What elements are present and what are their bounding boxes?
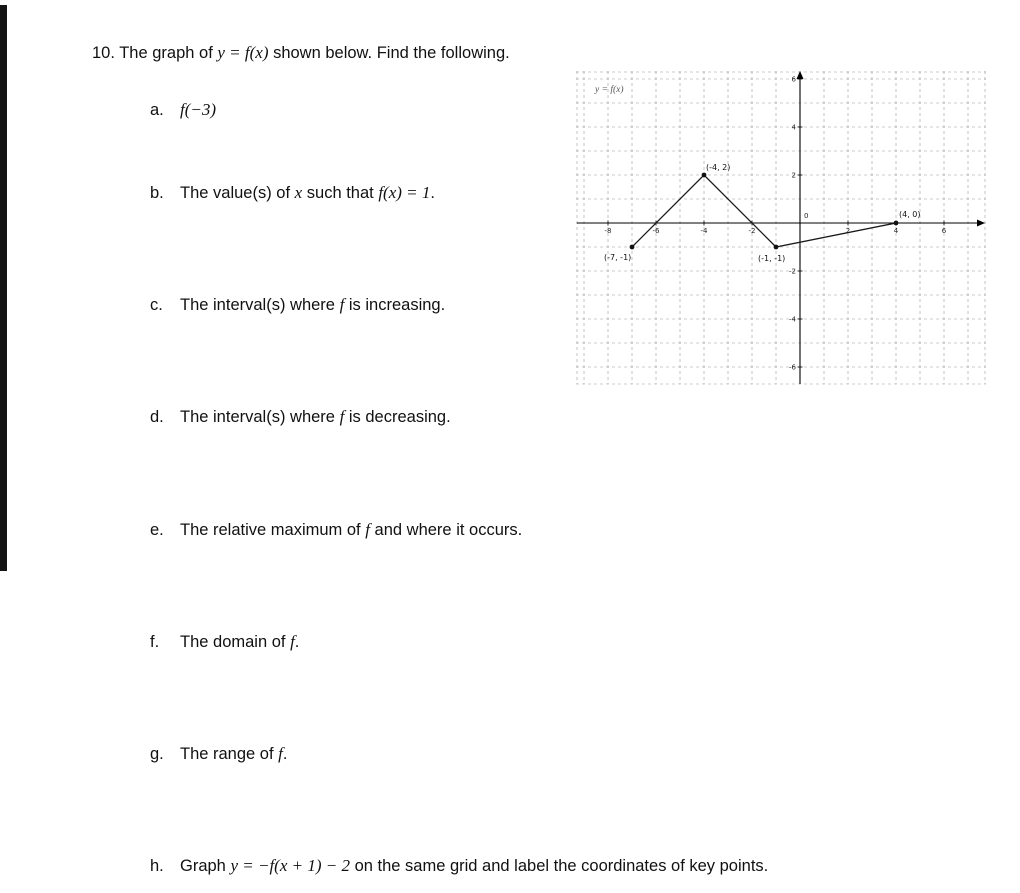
plain-text: The value(s) of — [180, 184, 295, 202]
question-label: g. — [150, 745, 164, 763]
question-label: b. — [150, 184, 164, 202]
data-point — [774, 245, 779, 250]
question-b — [150, 183, 435, 203]
data-point — [894, 221, 899, 226]
svg-text:2: 2 — [845, 227, 851, 235]
question-label: a. — [150, 101, 164, 119]
x-axis-arrow — [977, 220, 985, 227]
question-text — [180, 745, 287, 763]
question-text — [180, 296, 445, 314]
svg-text:-2: -2 — [789, 267, 796, 276]
question-label: c. — [150, 296, 163, 314]
plain-text: The relative maximum of — [180, 521, 366, 539]
plain-text: The interval(s) where — [180, 296, 340, 314]
graph-function-label: y = f(x) — [595, 85, 624, 95]
plain-text: is decreasing. — [344, 408, 451, 426]
math-text: x — [294, 183, 303, 202]
svg-text:-4: -4 — [789, 315, 796, 324]
point-label: (-7, -1) — [604, 253, 632, 262]
plain-text: such that — [302, 184, 379, 202]
question-label: e. — [150, 521, 164, 539]
question-text — [180, 184, 435, 202]
question-text — [180, 857, 768, 875]
plain-text: and where it occurs. — [369, 521, 523, 539]
question-h — [150, 856, 768, 876]
function-curve — [632, 175, 896, 247]
point-label: (-4, 2) — [706, 163, 731, 172]
plain-text: shown below. Find the following. — [268, 44, 510, 62]
math-text: f — [339, 295, 345, 314]
svg-text:-6: -6 — [652, 227, 660, 235]
question-label: f. — [150, 633, 160, 651]
question-d — [150, 407, 451, 427]
y-axis-arrow — [797, 71, 804, 79]
svg-text:6: 6 — [791, 75, 796, 84]
plain-text: Graph — [180, 857, 231, 875]
math-text: f(x) = 1 — [378, 183, 431, 202]
plain-text: . — [430, 184, 435, 202]
svg-text:-2: -2 — [748, 227, 756, 235]
question-text — [180, 408, 451, 426]
data-point — [630, 245, 635, 250]
question-c — [150, 295, 445, 315]
question-text — [180, 521, 522, 539]
plain-text: . — [294, 633, 300, 651]
svg-text:6: 6 — [941, 227, 947, 235]
question-label: d. — [150, 408, 164, 426]
svg-text:-6: -6 — [789, 363, 796, 372]
math-text: y = −f(x + 1) − 2 — [230, 856, 350, 875]
question-a — [150, 100, 216, 120]
question-f — [150, 632, 299, 652]
svg-text:-4: -4 — [700, 227, 708, 235]
svg-text:4: 4 — [791, 123, 796, 132]
math-text: f(−3) — [180, 100, 217, 119]
svg-text:4: 4 — [893, 227, 899, 235]
plain-text: . — [282, 745, 288, 763]
graph-grid — [576, 71, 986, 384]
plain-text: The range of — [180, 745, 279, 763]
svg-text:0: 0 — [804, 212, 809, 220]
math-text: f — [365, 520, 370, 539]
math-text: y = f(x) — [217, 43, 269, 62]
plain-text: is increasing. — [344, 296, 446, 314]
math-text: f — [278, 744, 283, 763]
plain-text: on the same grid and label the coordinates of key points. — [349, 857, 769, 875]
question-g — [150, 744, 287, 764]
math-text: f — [339, 407, 345, 426]
function-graph — [575, 68, 987, 386]
data-point — [702, 173, 707, 178]
plain-text: 10. The graph of — [92, 44, 218, 62]
left-edge-bar — [0, 5, 7, 571]
plain-text: The domain of — [180, 633, 291, 651]
svg-text:2: 2 — [791, 171, 796, 180]
plain-text: The interval(s) where — [180, 408, 340, 426]
svg-text:-8: -8 — [604, 227, 612, 235]
question-label: h. — [150, 857, 164, 875]
question-text — [180, 633, 299, 651]
graph-axes — [577, 75, 978, 384]
point-label: (4, 0) — [899, 210, 921, 219]
problem-title — [92, 43, 510, 63]
math-text: f — [290, 632, 295, 651]
point-label: (-1, -1) — [758, 254, 786, 263]
question-text — [180, 101, 216, 119]
question-e — [150, 520, 522, 540]
